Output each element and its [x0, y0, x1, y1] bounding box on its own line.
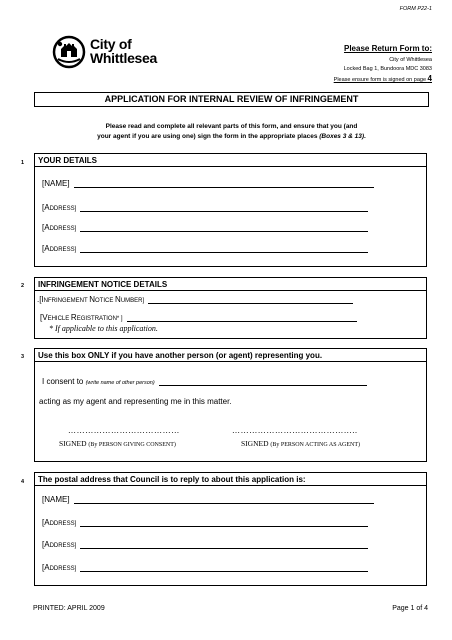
s4-name-field[interactable] [74, 496, 374, 504]
s1-address-field-1[interactable] [80, 204, 368, 212]
s3-agent-statement: acting as my agent and representing me in this matter. [39, 397, 232, 406]
section-2-heading: INFRINGEMENT NOTICE DETAILS [35, 277, 426, 291]
return-heading: Please Return Form to: [343, 44, 432, 53]
return-line-2: Locked Bag 1, Bundoora MDC 3083 [343, 66, 432, 72]
s4-address-field-2[interactable] [80, 541, 368, 549]
s1-name-field[interactable] [74, 180, 374, 188]
s2-notice-number-field[interactable] [148, 296, 353, 304]
return-line-3: Please ensure form is signed on page 4 [333, 74, 432, 83]
section-1-your-details [34, 153, 427, 267]
s3-signature-line-consent[interactable]: ………………………………… [68, 426, 180, 435]
city-emblem-icon [52, 35, 86, 69]
section-2-infringement-details [34, 277, 427, 339]
section-3-number: 3 [21, 354, 25, 360]
logo-text-city-of: City of [90, 36, 132, 52]
s1-address-row-1: [ADDRESS] [42, 203, 368, 212]
s1-address-field-2[interactable] [80, 224, 368, 232]
s2-vehicle-row: [VEHICLE REGISTRATION* ] [40, 313, 357, 322]
s4-name-row: [NAME] [42, 495, 374, 504]
intro-line-1: Please read and complete all relevant parts of this form, and ensure that you (and [105, 123, 358, 130]
s1-address-field-3[interactable] [80, 245, 368, 253]
s4-address-field-1[interactable] [80, 519, 368, 527]
s4-address-row-2: [ADDRESS] [42, 540, 368, 549]
s2-applicable-note: * If applicable to this application. [49, 324, 158, 333]
section-3-agent-consent [34, 348, 427, 462]
s2-vehicle-registration-field[interactable] [127, 314, 357, 322]
section-2-number: 2 [21, 283, 25, 289]
section-4-heading: The postal address that Council is to reply to about this application is: [35, 472, 426, 486]
intro-line-2: your agent if you are using one) sign the form in the appropriate places (Boxes 3 & 13). [97, 133, 366, 140]
section-4-postal-address [34, 472, 427, 586]
s4-address-row-1: [ADDRESS] [42, 518, 368, 527]
form-title: APPLICATION FOR INTERNAL REVIEW OF INFRINGEMENT [34, 92, 429, 107]
footer-page-number: Page 1 of 4 [392, 605, 428, 612]
return-line-1: City of Whittlesea [389, 57, 432, 63]
return-address-block [334, 44, 432, 85]
sign-page-number: 4 [427, 74, 432, 83]
form-number: FORM P22-1 [399, 6, 432, 12]
s3-signature-line-agent[interactable]: …………………………………….. [232, 426, 358, 435]
section-1-heading: YOUR DETAILS [35, 153, 426, 167]
s3-signature-caption-consent: SIGNED (By PERSON GIVING CONSENT) [59, 439, 176, 448]
s4-address-field-3[interactable] [80, 564, 368, 572]
s3-signature-caption-agent: SIGNED (By PERSON ACTING AS AGENT) [241, 439, 361, 448]
section-1-number: 1 [21, 160, 25, 166]
footer-printed-date: PRINTED: APRIL 2009 [33, 605, 105, 612]
section-4-number: 4 [21, 479, 25, 485]
s3-consent-row: I consent to (write name of other person) [42, 377, 367, 386]
intro-instructions [34, 122, 429, 142]
section-3-heading: Use this box ONLY if you have another person (or agent) representing you. [35, 348, 426, 362]
s4-address-row-3: [ADDRESS] [42, 563, 368, 572]
council-logo [52, 35, 202, 75]
logo-text-whittlesea: Whittlesea [90, 50, 158, 66]
s1-address-row-3: [ADDRESS] [42, 244, 368, 253]
s2-notice-number-row: .[INFRINGEMENT NOTICE NUMBER] [37, 295, 353, 304]
s3-agent-name-field[interactable] [159, 378, 367, 386]
s1-address-row-2: [ADDRESS] [42, 223, 368, 232]
s1-name-row: [NAME] [42, 179, 374, 188]
